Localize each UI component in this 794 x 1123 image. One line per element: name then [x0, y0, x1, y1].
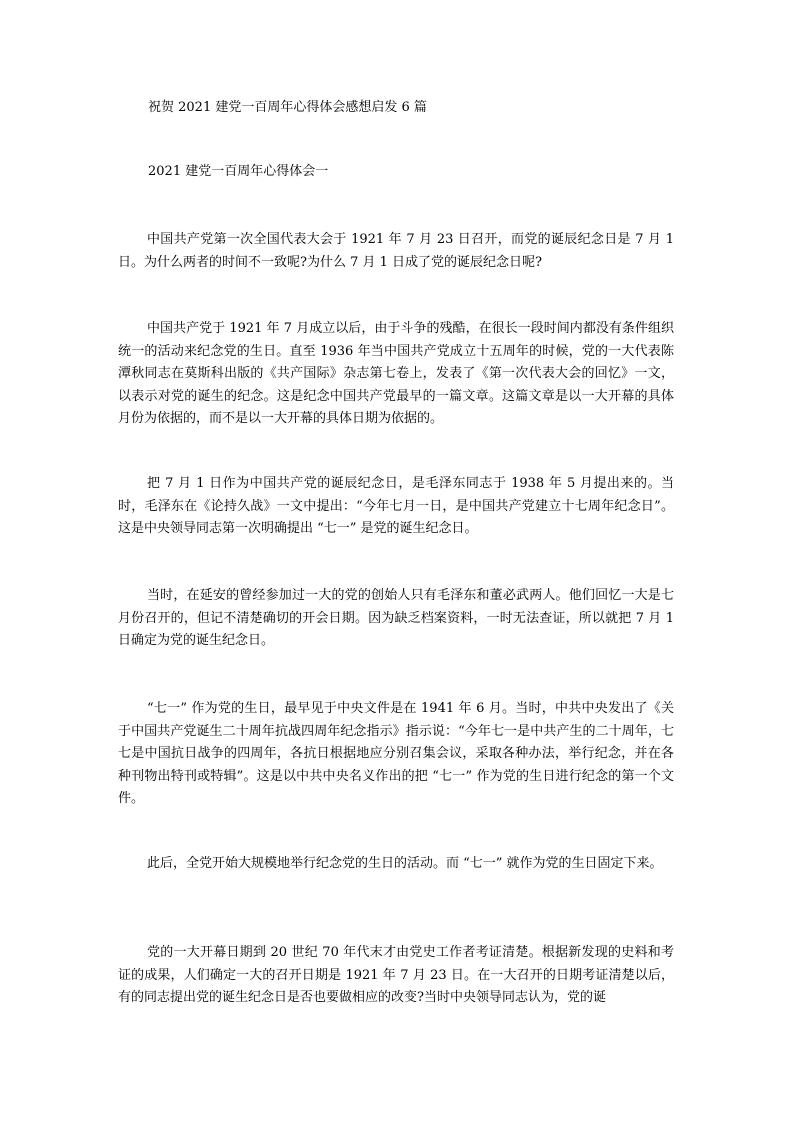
- paragraph-6: 此后，全党开始大规模地举行纪念党的生日的活动。而 “七一” 就作为党的生日固定下来。: [147, 856, 663, 871]
- document-title: 祝贺 2021 建党一百周年心得体会感想启发 6 篇: [148, 100, 427, 115]
- paragraph-4: 当时，在延安的曾经参加过一大的党的创始人只有毛泽东和董必武两人。他们回忆一大是七月份召开的，但记不清楚确切的开会日期。因为缺乏档案资料，一时无法查证，所以就把 7 月 1 日确定为党的诞生纪念日。: [118, 588, 674, 648]
- paragraph-3: 把 7 月 1 日作为中国共产党的诞辰纪念日，是毛泽东同志于 1938 年 5 月提出来的。当时，毛泽东在《论持久战》一文中提出：“今年七月一日，是中国共产党建立十七周年纪念日”。这是中央领导同志第一次明确提出 “七一” 是党的诞生纪念日。: [118, 476, 674, 536]
- paragraph-5: “七一” 作为党的生日，最早见于中央文件是在 1941 年 6 月。当时，中共中央发出了《关于中国共产党诞生二十周年抗战四周年纪念指示》指示说：“今年七一是中共产生的二十周年，七七是中国抗日战争的四周年，各抗日根据地应分别召集会议，采取各种办法，举行纪念，并在各种刊物出特刊或特辑”。这是以中共中央名义作出的把 “七一” 作为党的生日进行纪念的第一个文件。: [118, 701, 674, 806]
- paragraph-7: 党的一大开幕日期到 20 世纪 70 年代末才由党史工作者考证清楚。根据新发现的史料和考证的成果，人们确定一大的召开日期是 1921 年 7 月 23 日。在一大召开的日期考证清楚以后，有的同志提出党的诞生纪念日是否也要做相应的改变?当时中央领导同志认为，党的诞: [118, 945, 674, 1005]
- paragraph-2: 中国共产党于 1921 年 7 月成立以后，由于斗争的残酷，在很长一段时间内都没有条件组织统一的活动来纪念党的生日。直至 1936 年当中国共产党成立十五周年的时候，党的一大代表陈潭秋同志在莫斯科出版的《共产国际》杂志第七卷上，发表了《第一次代表大会的回忆》一文，以表示对党的诞生的纪念。这是纪念中国共产党最早的一篇文章。这篇文章是以一大开幕的具体月份为依据的，而不是以一大开幕的具体日期为依据的。: [118, 321, 674, 426]
- paragraph-1: 中国共产党第一次全国代表大会于 1921 年 7 月 23 日召开，而党的诞辰纪念日是 7 月 1 日。为什么两者的时间不一致呢?为什么 7 月 1 日成了党的诞辰纪念日呢?: [118, 232, 674, 270]
- section-heading: 2021 建党一百周年心得体会一: [148, 164, 329, 179]
